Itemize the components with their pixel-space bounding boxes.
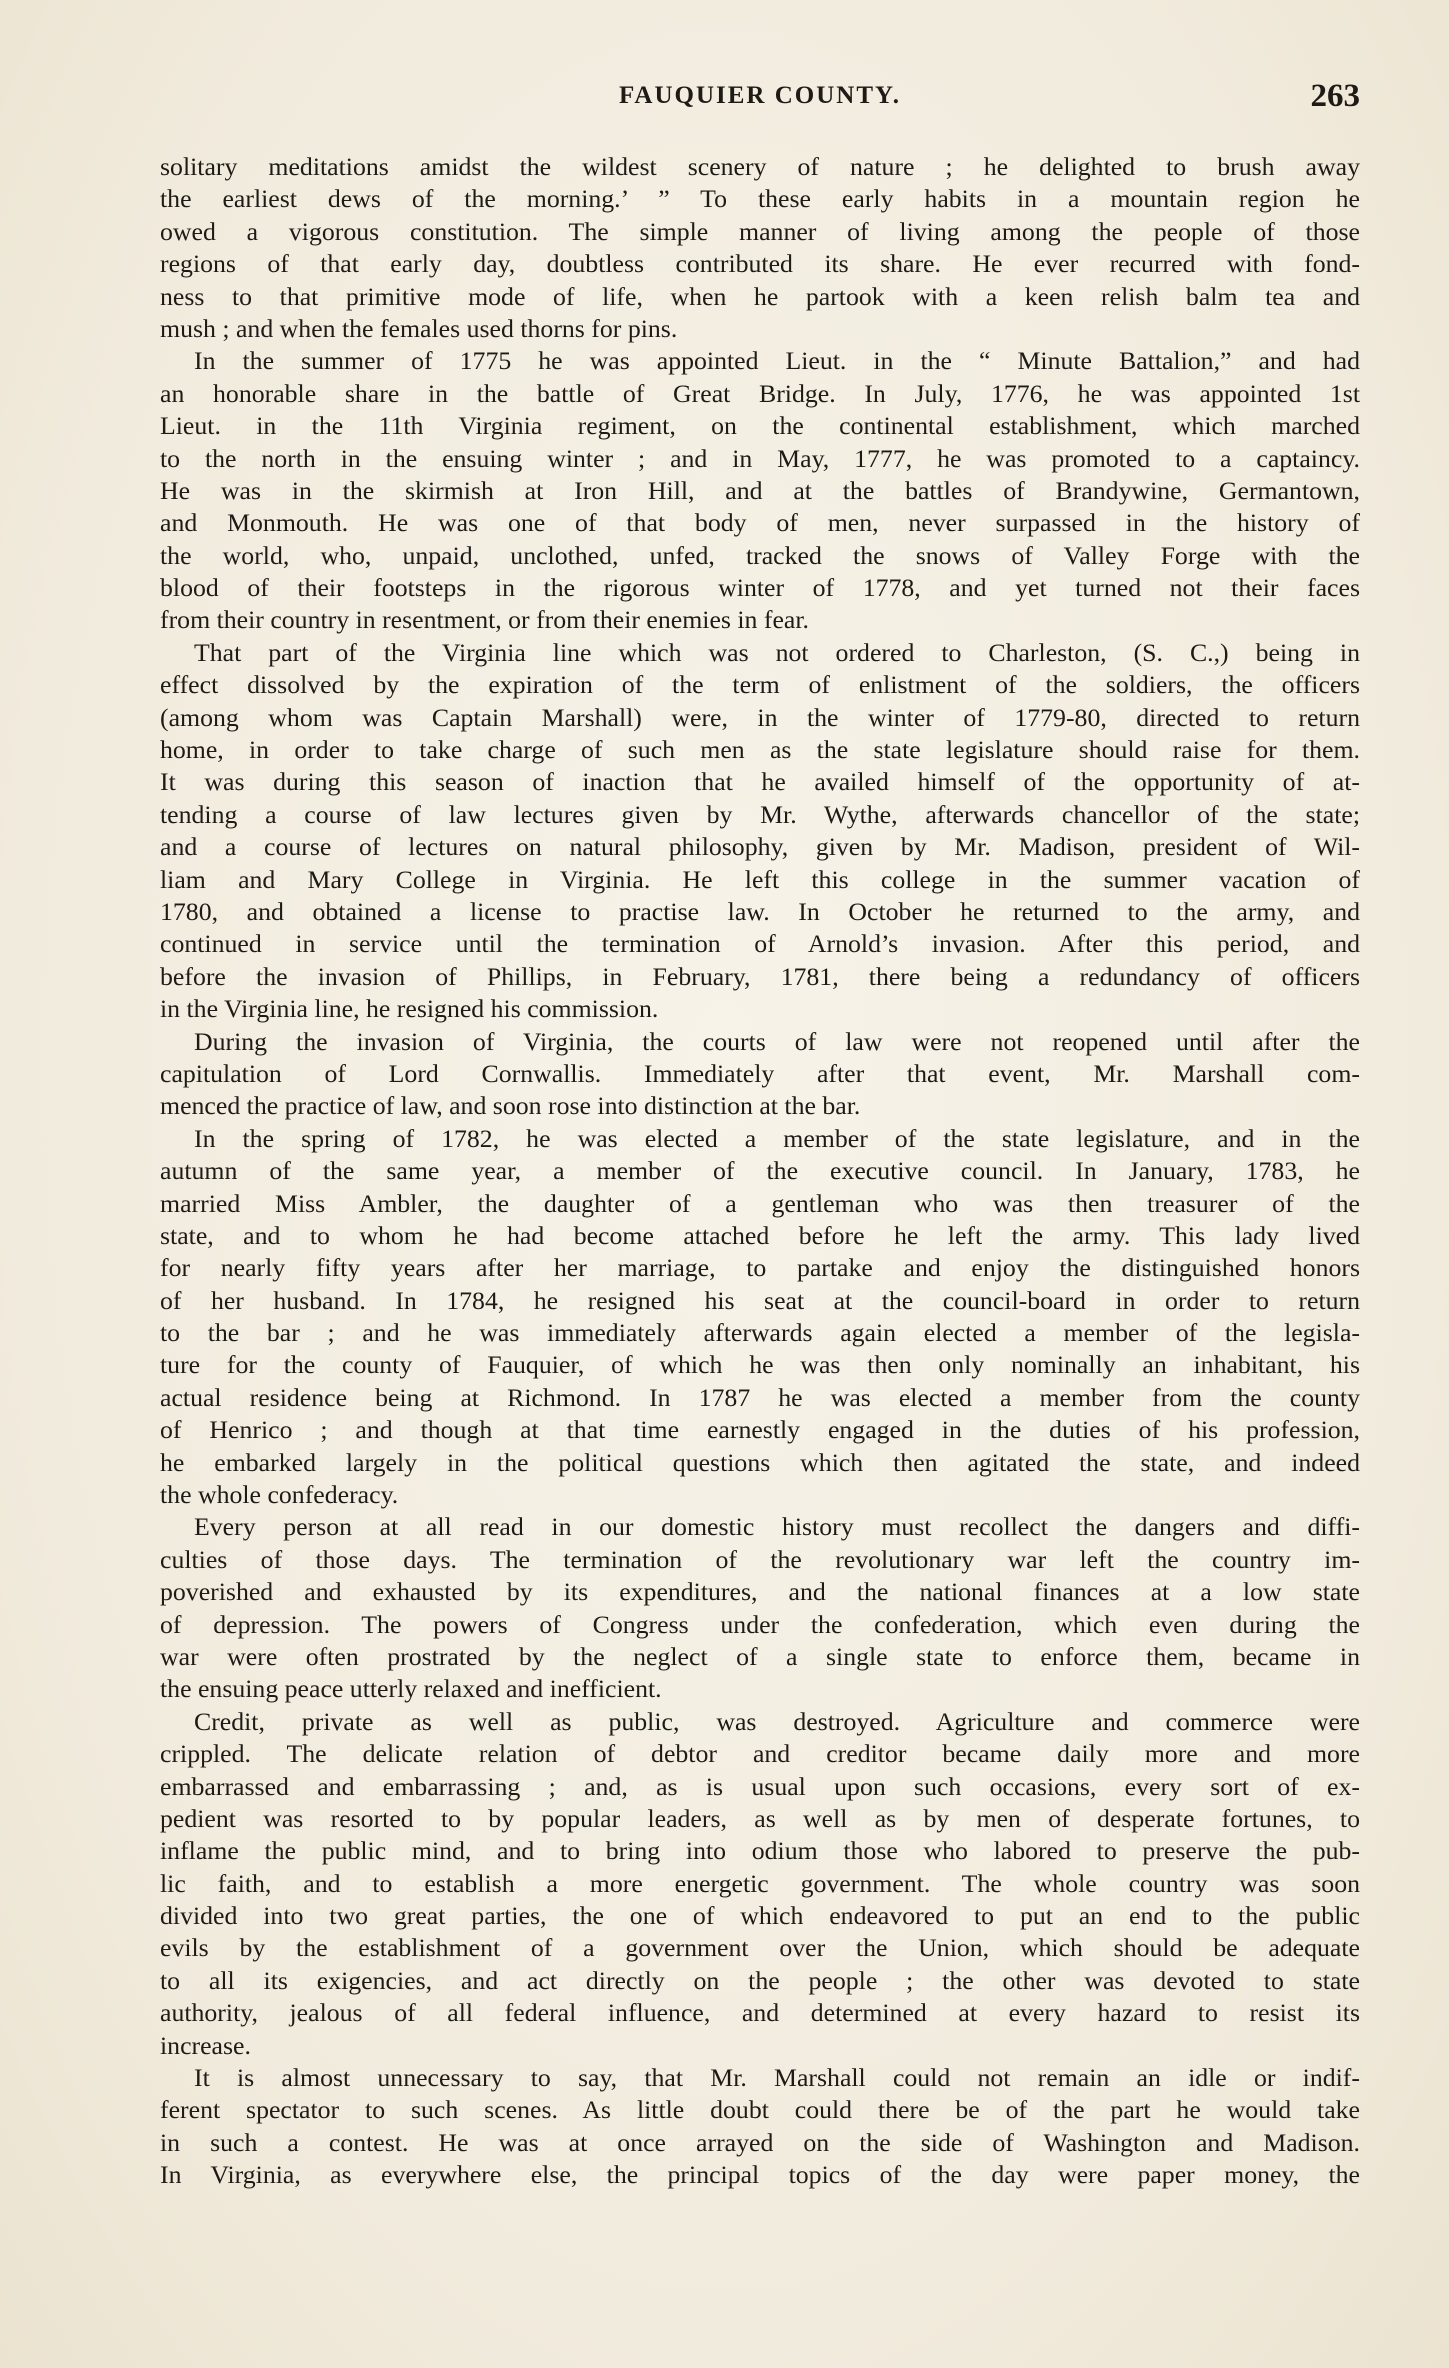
text-line: divided into two great parties, the one of which endeavored to put an end to the public: [160, 1901, 1360, 1931]
body-text: [160, 151, 1360, 2192]
text-line: In the summer of 1775 he was appointed Lieut. in the “ Minute Battalion,” and had: [194, 346, 1360, 376]
text-line: lic faith, and to establish a more energetic government. The whole country was soon: [160, 1868, 1360, 1898]
running-head: [160, 78, 1360, 118]
text-line: continued in service until the termination of Arnold’s invasion. After this period, and: [160, 929, 1360, 959]
text-line: embarrassed and embarrassing ; and, as is usual upon such occasions, every sort of ex-: [160, 1771, 1360, 1801]
text-line: the world, who, unpaid, unclothed, unfed, tracked the snows of Valley Forge with the: [160, 540, 1360, 570]
text-line: menced the practice of law, and soon rose into distinction at the bar.: [160, 1091, 861, 1121]
text-line: poverished and exhausted by its expenditures, and the national finances at a low state: [160, 1577, 1360, 1607]
text-line: before the invasion of Phillips, in February, 1781, there being a redundancy of officers: [160, 961, 1360, 991]
text-line: regions of that early day, doubtless contributed its share. He ever recurred with fond-: [160, 249, 1360, 279]
text-line: ture for the county of Fauquier, of which he was then only nominally an inhabitant, his: [160, 1350, 1360, 1380]
text-line: and a course of lectures on natural philosophy, given by Mr. Madison, president of Wil-: [160, 832, 1360, 862]
text-line: That part of the Virginia line which was not ordered to Charleston, (S. C.,) being in: [194, 637, 1360, 667]
text-line: from their country in resentment, or from their enemies in fear.: [160, 605, 810, 635]
text-line: authority, jealous of all federal influence, and determined at every hazard to resist its: [160, 1998, 1360, 2028]
text-line: Credit, private as well as public, was destroyed. Agriculture and commerce were: [194, 1706, 1360, 1736]
text-line: actual residence being at Richmond. In 1787 he was elected a member from the county: [160, 1382, 1360, 1412]
text-line: tending a course of law lectures given by Mr. Wythe, afterwards chancellor of the state;: [160, 799, 1360, 829]
paragraph: [160, 637, 1360, 1026]
text-line: in the Virginia line, he resigned his commission.: [160, 994, 659, 1024]
paragraph: [160, 1123, 1360, 1512]
text-line: During the invasion of Virginia, the courts of law were not reopened until after the: [194, 1026, 1360, 1056]
text-line: inflame the public mind, and to bring into odium those who labored to preserve the pub-: [160, 1836, 1360, 1866]
text-line: evils by the establishment of a government over the Union, which should be adequate: [160, 1933, 1360, 1963]
text-line: (among whom was Captain Marshall) were, in the winter of 1779-80, directed to return: [160, 702, 1360, 732]
text-line: state, and to whom he had become attached before he left the army. This lady lived: [160, 1220, 1360, 1250]
paragraph: [160, 2062, 1360, 2192]
text-line: 1780, and obtained a license to practise law. In October he returned to the army, and: [160, 896, 1360, 926]
text-line: to the north in the ensuing winter ; and in May, 1777, he was promoted to a captaincy.: [160, 443, 1360, 473]
text-line: to all its exigencies, and act directly on the people ; the other was devoted to state: [160, 1965, 1360, 1995]
text-line: Lieut. in the 11th Virginia regiment, on the continental establishment, which marched: [160, 411, 1360, 441]
text-line: married Miss Ambler, the daughter of a gentleman who was then treasurer of the: [160, 1188, 1360, 1218]
text-line: the ensuing peace utterly relaxed and inefficient.: [160, 1674, 662, 1704]
paragraph: [160, 1706, 1360, 2062]
paragraph: [160, 345, 1360, 637]
text-line: culties of those days. The termination of the revolutionary war left the country im-: [160, 1544, 1360, 1574]
text-line: for nearly fifty years after her marriage, to partake and enjoy the distinguished honors: [160, 1253, 1360, 1283]
text-line: the whole confederacy.: [160, 1480, 399, 1510]
paragraph: [160, 1026, 1360, 1123]
text-line: ferent spectator to such scenes. As little doubt could there be of the part he would take: [160, 2095, 1360, 2125]
text-line: autumn of the same year, a member of the executive council. In January, 1783, he: [160, 1156, 1360, 1186]
text-line: mush ; and when the females used thorns for pins.: [160, 313, 678, 343]
running-title: FAUQUIER COUNTY.: [618, 82, 902, 109]
text-line: war were often prostrated by the neglect of a single state to enforce them, became in: [160, 1641, 1360, 1671]
text-line: effect dissolved by the expiration of the term of enlistment of the soldiers, the officers: [160, 670, 1360, 700]
text-line: of depression. The powers of Congress under the confederation, which even during the: [160, 1609, 1360, 1639]
text-line: the earliest dews of the morning.’ ” To these early habits in a mountain region he: [160, 184, 1360, 214]
paragraph: [160, 151, 1360, 345]
text-line: an honorable share in the battle of Great Bridge. In July, 1776, he was appointed 1st: [160, 378, 1360, 408]
text-line: of Henrico ; and though at that time earnestly engaged in the duties of his profession,: [160, 1415, 1360, 1445]
text-line: of her husband. In 1784, he resigned his seat at the council-board in order to return: [160, 1285, 1360, 1315]
text-line: home, in order to take charge of such men as the state legislature should raise for them.: [160, 735, 1360, 765]
text-line: ness to that primitive mode of life, when he partook with a keen relish balm tea and: [160, 281, 1360, 311]
text-line: pedient was resorted to by popular leaders, as well as by men of desperate fortunes, to: [160, 1803, 1360, 1833]
text-line: in such a contest. He was at once arrayed on the side of Washington and Madison.: [160, 2127, 1360, 2157]
text-line: It was during this season of inaction that he availed himself of the opportunity of at-: [160, 767, 1360, 797]
text-line: solitary meditations amidst the wildest scenery of nature ; he delighted to brush away: [160, 152, 1360, 181]
text-line: It is almost unnecessary to say, that Mr. Marshall could not remain an idle or indif-: [194, 2063, 1360, 2093]
text-line: capitulation of Lord Cornwallis. Immediately after that event, Mr. Marshall com-: [160, 1058, 1360, 1088]
text-line: blood of their footsteps in the rigorous winter of 1778, and yet turned not their faces: [160, 573, 1360, 603]
paragraph: [160, 1511, 1360, 1705]
text-line: and Monmouth. He was one of that body of men, never surpassed in the history of: [160, 508, 1360, 538]
text-line: liam and Mary College in Virginia. He left this college in the summer vacation of: [160, 864, 1360, 894]
text-line: owed a vigorous constitution. The simple manner of living among the people of those: [160, 216, 1360, 246]
text-line: In the spring of 1782, he was elected a member of the state legislature, and in the: [194, 1123, 1360, 1153]
text-line: crippled. The delicate relation of debtor and creditor became daily more and more: [160, 1739, 1360, 1769]
text-line: In Virginia, as everywhere else, the principal topics of the day were paper money, the: [160, 2160, 1360, 2190]
text-line: Every person at all read in our domestic history must recollect the dangers and diffi-: [194, 1512, 1360, 1542]
text-line: he embarked largely in the political questions which then agitated the state, and indeed: [160, 1447, 1360, 1477]
page-number: 263: [1310, 78, 1360, 114]
text-line: He was in the skirmish at Iron Hill, and at the battles of Brandywine, Germantown,: [160, 475, 1360, 505]
text-line: to the bar ; and he was immediately afterwards again elected a member of the legisla-: [160, 1318, 1360, 1348]
text-line: increase.: [160, 2030, 251, 2060]
